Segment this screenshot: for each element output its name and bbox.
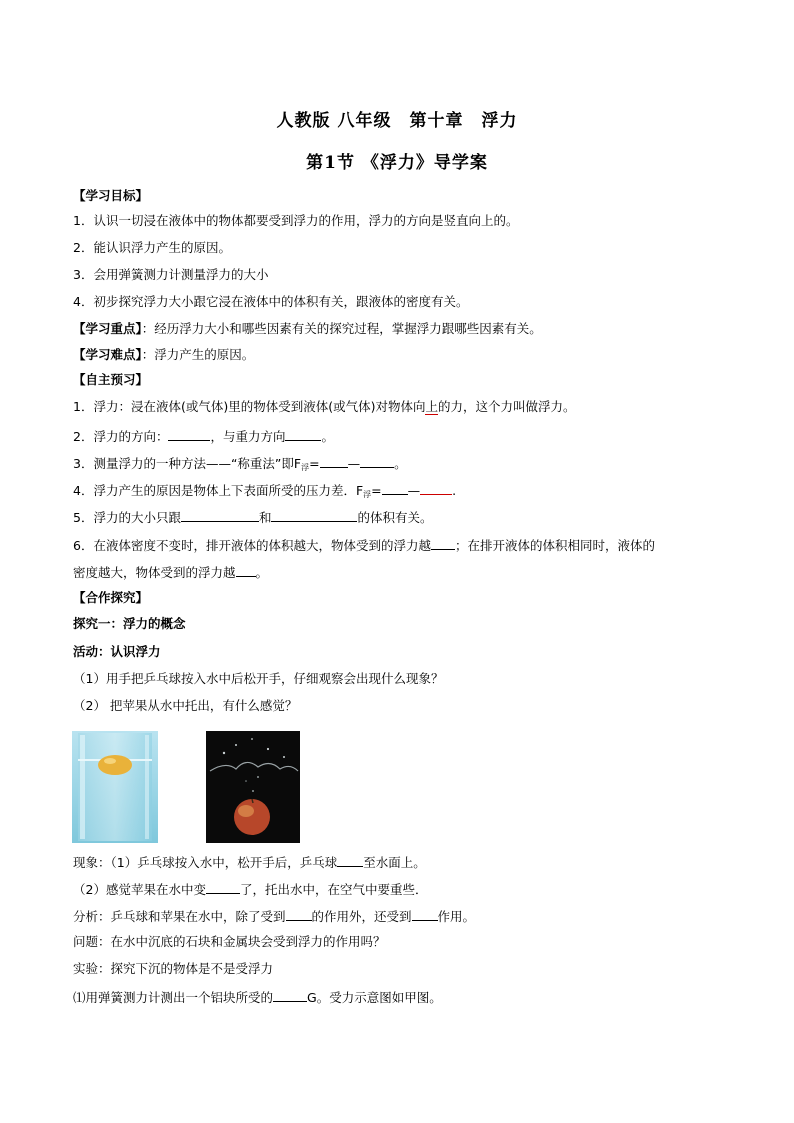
q2-text-end: 。	[321, 429, 334, 444]
preview-q5	[73, 508, 433, 526]
activity-q2: （2） 把苹果从水中托出，有什么感觉？	[73, 698, 298, 713]
q1-text: 1．浮力：浸在液体(或气体)里的物体受到液体(或气体)对物体向	[73, 399, 426, 414]
exp1-blank[interactable]	[273, 988, 307, 1002]
exp1-text: ⑴用弹簧测力计测出一个铝块所受的	[73, 990, 274, 1005]
q3-text: 3．测量浮力的一种方法——“称重法”即F	[73, 456, 302, 471]
experiment: 实验：探究下沉的物体是不是受浮力	[73, 961, 274, 976]
cooperate-heading: 【合作探究】	[73, 590, 149, 605]
objective-item: 4．初步探究浮力大小跟它浸在液体中的体积有关，跟液体的密度有关。	[73, 294, 469, 309]
key-point	[73, 321, 542, 337]
preview-q6-continued	[73, 563, 268, 581]
key-point-label: 【学习重点】	[73, 321, 142, 336]
question: 问题：在水中沉底的石块和金属块会受到浮力的作用吗？	[73, 934, 386, 949]
obs2-text-end: 了，托出水中，在空气中要重些．	[239, 882, 428, 897]
experiment-step-1	[73, 988, 442, 1006]
preview-q1	[73, 399, 576, 415]
preview-q3	[73, 454, 407, 476]
ping-pong-ball-glass-image	[72, 731, 158, 843]
q6-blank-2[interactable]	[236, 563, 256, 577]
q1-underlined-word: 上	[425, 399, 438, 414]
objective-item: 1．认识一切浸在液体中的物体都要受到浮力的作用，浮力的方向是竖直向上的。	[73, 213, 519, 228]
q2-text: 2．浮力的方向：	[73, 429, 169, 444]
obs1-text: 现象：（1）乒乓球按入水中，松开手后，乒乓球	[73, 855, 338, 870]
q4-blank-2[interactable]	[420, 481, 452, 495]
obs2-text: （2）感觉苹果在水中变	[73, 882, 206, 897]
q6-text-end: 。	[255, 565, 269, 580]
objective-item: 3．会用弹簧测力计测量浮力的大小	[73, 267, 269, 282]
q4-text-end: .	[452, 483, 457, 498]
q6-blank-1[interactable]	[431, 536, 455, 550]
analysis-blank-1[interactable]	[286, 907, 312, 921]
q1-text-end: 的力，这个力叫做浮力。	[437, 399, 576, 414]
activity-title	[73, 644, 161, 660]
objectives-heading: 【学习目标】	[73, 188, 149, 203]
q5-blank-1[interactable]	[181, 508, 259, 522]
q4-text: 4．浮力产生的原因是物体上下表面所受的压力差．F	[73, 483, 364, 498]
q5-text-end: 的体积有关。	[357, 510, 433, 525]
analysis	[73, 907, 475, 925]
analysis-text-end: 作用。	[437, 909, 476, 924]
apple	[234, 799, 270, 835]
q5-text: 5．浮力的大小只跟	[73, 510, 181, 525]
apple-in-water-image	[206, 731, 300, 843]
title-line-1: 人教版 八年级 第十章 浮力	[276, 111, 518, 131]
q3-blank-2[interactable]	[360, 454, 394, 468]
q3-blank-1[interactable]	[320, 454, 348, 468]
ping-pong-ball	[98, 755, 132, 775]
title-line-2: 第1节 《浮力》导学案	[306, 153, 488, 173]
analysis-text: 分析：乒乓球和苹果在水中，除了受到	[73, 909, 286, 924]
obs1-blank[interactable]	[337, 853, 363, 867]
preview-q6	[73, 536, 655, 554]
activity-label: 活动：认识浮力	[73, 644, 161, 659]
analysis-text-mid: 的作用外，还受到	[311, 909, 412, 924]
observation-1	[73, 853, 426, 871]
activity-q1: （1）用手把乒乓球按入水中后松开手，仔细观察会出现什么现象？	[73, 671, 444, 686]
q5-blank-2[interactable]	[271, 508, 357, 522]
obs2-blank[interactable]	[206, 880, 240, 894]
preview-q2	[73, 427, 334, 445]
q2-blank-1[interactable]	[168, 427, 210, 441]
q6-text-mid: ；在排开液体的体积相同时，液体的	[454, 538, 655, 553]
q5-text-mid: 和	[258, 510, 272, 525]
q3-equals: =	[309, 456, 320, 471]
preview-q4	[73, 481, 456, 503]
difficulty-text: ：浮力产生的原因。	[141, 347, 255, 362]
q3-text-end: 。	[394, 456, 407, 471]
difficulty	[73, 347, 254, 363]
preview-heading: 【自主预习】	[73, 372, 149, 387]
difficulty-label: 【学习难点】	[73, 347, 142, 362]
objective-item: 2．能认识浮力产生的原因。	[73, 240, 231, 255]
q2-text-mid: ，与重力方向	[210, 429, 286, 444]
explore-1-title: 探究一：浮力的概念	[73, 616, 186, 631]
q3-dash: —	[347, 456, 361, 471]
key-point-text: ：经历浮力大小和哪些因素有关的探究过程，掌握浮力跟哪些因素有关。	[141, 321, 542, 336]
observation-2	[73, 880, 427, 898]
q6-text: 6．在液体密度不变时，排开液体的体积越大，物体受到的浮力越	[73, 538, 431, 553]
q6-text-2: 密度越大，物体受到的浮力越	[73, 565, 236, 580]
q4-dash: —	[407, 483, 421, 498]
exp1-text-end: G。受力示意图如甲图。	[307, 990, 442, 1005]
q4-subscript: 浮	[363, 490, 372, 499]
q2-blank-2[interactable]	[285, 427, 321, 441]
q4-blank-1[interactable]	[382, 481, 408, 495]
q3-subscript: 浮	[301, 463, 310, 472]
analysis-blank-2[interactable]	[412, 907, 438, 921]
q4-equals: =	[371, 483, 382, 498]
obs1-text-end: 至水面上。	[363, 855, 426, 870]
